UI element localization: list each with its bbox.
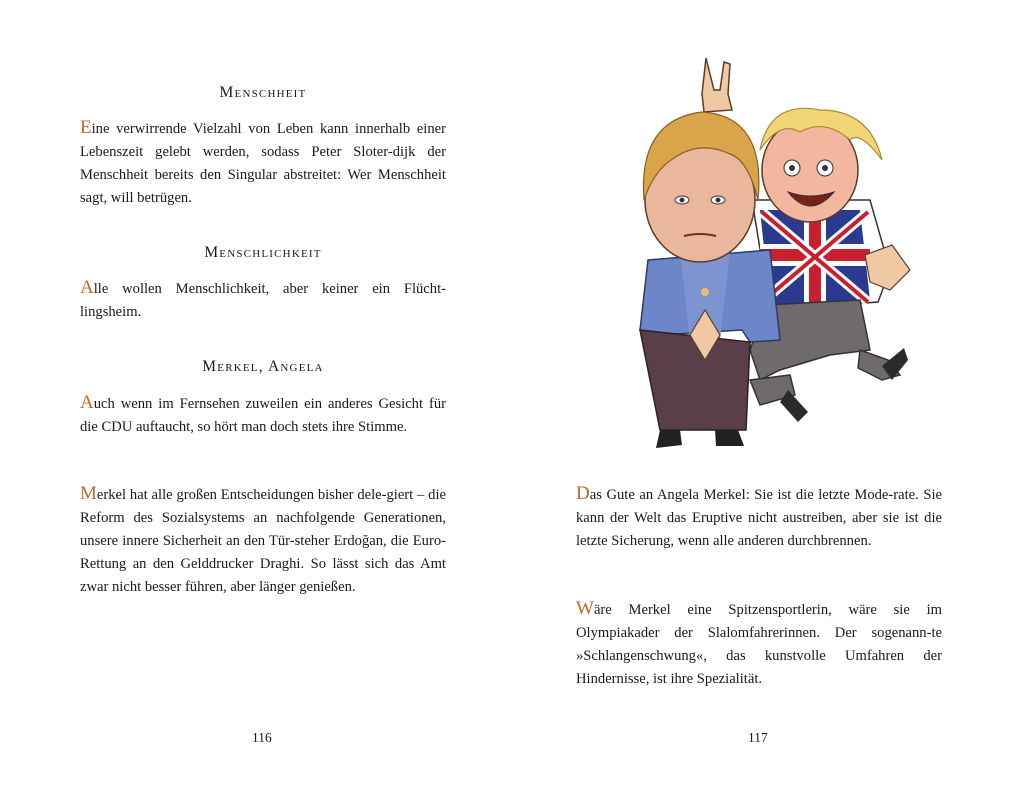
page-number-right: 117 — [748, 730, 768, 745]
paragraph-text: uch wenn im Fernsehen zuweilen ein anderes Gesicht für die CDU auftaucht, so hört man doch stets ihre Stimme. — [80, 396, 446, 435]
drop-initial: W — [576, 598, 594, 619]
paragraph-text: as Gute an Angela Merkel: Sie ist die letzte Mode-rate. Sie kann der Welt das Eruptive nicht austreiben, aber sie ist die letzte Sicherung, wenn alle anderen durchbrennen. — [576, 487, 942, 549]
paragraph-merkel-1 — [80, 393, 446, 439]
drop-initial: A — [80, 392, 94, 413]
page-number-left: 116 — [252, 730, 272, 745]
paragraph-text: lle wollen Menschlichkeit, aber keiner ein Flücht-lingsheim. — [80, 281, 446, 320]
paragraph-right-2 — [576, 599, 942, 691]
victory-hand — [702, 58, 732, 112]
paragraph-merkel-2 — [80, 484, 446, 599]
heading-menschheit: Menschheit — [219, 84, 307, 101]
paragraph-text: erkel hat alle großen Entscheidungen bisher dele-giert – die Reform des Sozialsystems an nachfolgende Generationen, unsere innere Sicherheit an den Tür-steher Erdoğan, die Euro-Rettung an den Gelddrucker Draghi. So lässt sich das Amt zwar nicht besser führen, aber länger genießen. — [80, 487, 446, 595]
paragraph-menschlichkeit — [80, 278, 446, 324]
heading-merkel-angela: Merkel, Angela — [202, 358, 324, 375]
paragraph-text: ine verwirrende Vielzahl von Leben kann innerhalb einer Lebenszeit gelebt werden, sodass Peter Sloter-dijk der Menschheit bereits den Singular abstreitet: Wer Menschheit sagt, will betrügen. — [80, 121, 446, 206]
drop-initial: E — [80, 117, 92, 138]
drop-initial: D — [576, 483, 590, 504]
paragraph-menschheit — [80, 118, 446, 210]
drop-initial: M — [80, 483, 97, 504]
paragraph-text: äre Merkel eine Spitzensportlerin, wäre sie im Olympiakader der Slalomfahrerinnen. Der sogenann-te »Schlangenschwung«, das kunstvolle Umfahren der Hindernisse, ist ihre Spezialität. — [576, 602, 942, 687]
heading-menschlichkeit: Menschlichkeit — [204, 244, 322, 261]
drop-initial: A — [80, 277, 94, 298]
boris-johnson-figure — [750, 108, 910, 422]
paragraph-right-1 — [576, 484, 942, 553]
caricature-illustration — [620, 50, 920, 460]
